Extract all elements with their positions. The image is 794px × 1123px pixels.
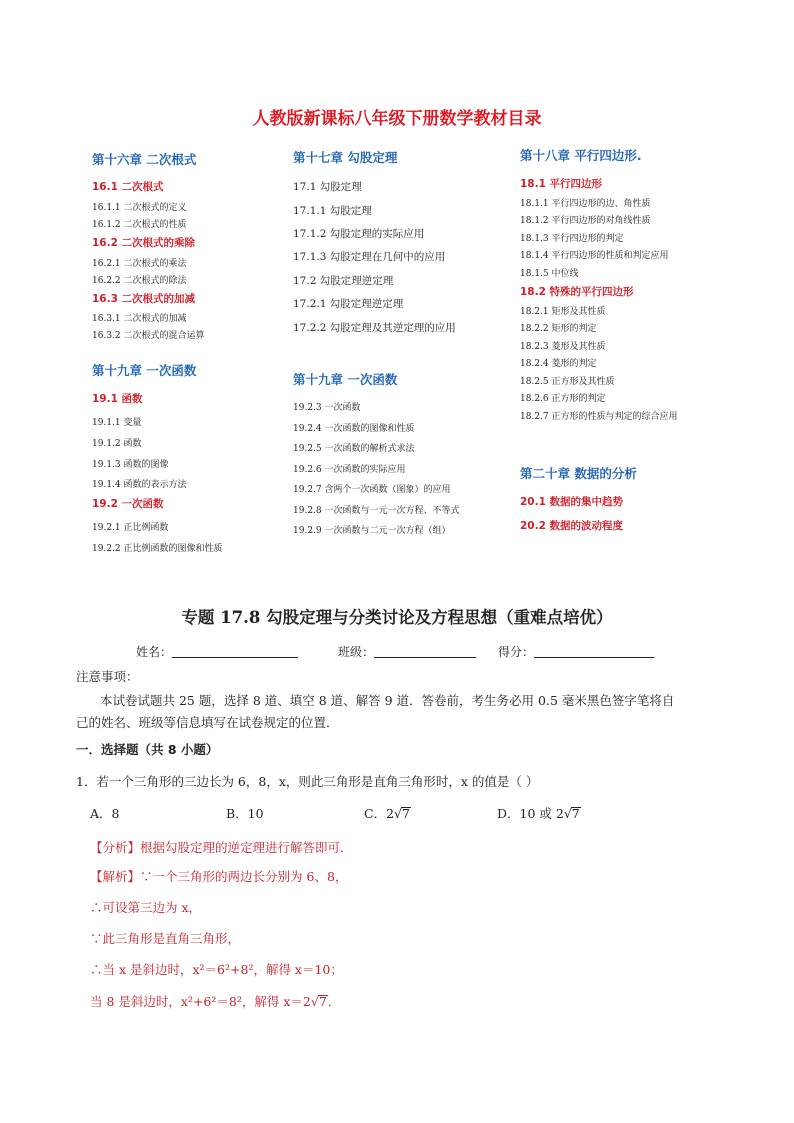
item-18-1-4: 18.1.4 平行四边形的性质和判定应用: [520, 251, 669, 261]
item-18-2-3: 18.2.3 菱形及其性质: [520, 342, 606, 352]
solution-line-4: ∴当 x 是斜边时，x²＝6²+8²，解得 x＝10；: [90, 962, 343, 977]
section-16-2: 16.2 二次根式的乘除: [92, 237, 196, 249]
item-17-2-1: 17.2.1 勾股定理逆定理: [293, 298, 404, 310]
notice-line-1: 本试卷试题共 25 题，选择 8 道、填空 8 道、解答 9 道．答卷前，考生务必用 0.5 毫米黑色签字笔将自: [100, 693, 675, 708]
score-label: 得分：: [498, 645, 535, 659]
item-18-1-3: 18.1.3 平行四边形的判定: [520, 234, 624, 244]
item-19-2-5: 19.2.5 一次函数的解析式求法: [293, 444, 415, 454]
item-19-2-9: 19.2.9 一次函数与二元一次方程（组）: [293, 526, 451, 536]
chapter-20-heading: 第二十章 数据的分析: [520, 466, 637, 481]
section-19-1: 19.1 函数: [92, 393, 143, 405]
item-16-2-2: 16.2.2 二次根式的除法: [92, 276, 187, 286]
name-blank[interactable]: [172, 645, 298, 658]
item-19-1-3: 19.1.3 函数的图像: [92, 460, 169, 470]
notice-line-2: 己的姓名、班级等信息填写在试卷规定的位置．: [76, 715, 339, 730]
item-18-2-7: 18.2.7 正方形的性质与判定的综合应用: [520, 412, 678, 422]
item-16-1-1: 16.1.1 二次根式的定义: [92, 203, 187, 213]
notice-heading: 注意事项：: [76, 669, 139, 684]
name-field[interactable]: [136, 643, 298, 660]
item-19-2-4: 19.2.4 一次函数的图像和性质: [293, 424, 415, 434]
item-17-1-3: 17.1.3 勾股定理在几何中的应用: [293, 251, 446, 263]
chapter-19-heading: 第十九章 一次函数: [92, 363, 197, 378]
item-19-1-4: 19.1.4 函数的表示方法: [92, 480, 187, 490]
section-16-1: 16.1 二次根式: [92, 181, 164, 193]
option-c-prefix: C．2: [364, 806, 395, 821]
item-18-2-2: 18.2.2 矩形的判定: [520, 324, 597, 334]
item-18-1-5: 18.1.5 中位线: [520, 269, 579, 279]
item-16-1-2: 16.1.2 二次根式的性质: [92, 220, 187, 230]
item-16-3-1: 16.3.1 二次根式的加减: [92, 314, 187, 324]
section-16-3: 16.3 二次根式的加减: [92, 293, 196, 305]
class-label: 班级：: [338, 645, 375, 659]
item-17-2-2: 17.2.2 勾股定理及其逆定理的应用: [293, 322, 456, 334]
exam-title: 专题 17.8 勾股定理与分类讨论及方程思想（重难点培优）: [181, 608, 613, 627]
item-18-1-1: 18.1.1 平行四边形的边、角性质: [520, 199, 651, 209]
item-18-2-1: 18.2.1 矩形及其性质: [520, 307, 606, 317]
item-19-2-6: 19.2.6 一次函数的实际应用: [293, 465, 406, 475]
toc-title: 人教版新课标八年级下册数学教材目录: [252, 109, 542, 129]
solution-radicand: 7: [318, 994, 327, 1009]
analysis-tag: 【分析】: [90, 840, 141, 855]
item-18-1-2: 18.1.2 平行四边形的对角线性质: [520, 216, 651, 226]
solution-text-5: 当 8 是斜边时，x²+6²＝8²，解得 x＝2: [90, 994, 311, 1009]
name-label: 姓名：: [136, 645, 173, 659]
section-20-2: 20.2 数据的波动程度: [520, 520, 624, 532]
item-19-1-1: 19.1.1 变量: [92, 418, 142, 428]
item-16-3-2: 16.3.2 二次根式的混合运算: [92, 331, 205, 341]
item-19-2-2: 19.2.2 正比例函数的图像和性质: [92, 544, 223, 554]
section-18-2: 18.2 特殊的平行四边形: [520, 286, 634, 298]
item-16-2-1: 16.2.1 二次根式的乘法: [92, 259, 187, 269]
item-17-1-2: 17.1.2 勾股定理的实际应用: [293, 228, 425, 240]
chapter-19-heading-2: 第十九章 一次函数: [293, 372, 398, 387]
chapter-17-heading: 第十七章 勾股定理: [293, 150, 398, 165]
item-19-2-3: 19.2.3 一次函数: [293, 403, 361, 413]
class-field[interactable]: [338, 643, 476, 660]
option-b: B．10: [226, 806, 264, 821]
item-19-1-2: 19.1.2 函数: [92, 439, 142, 449]
solution-line-5: [90, 992, 340, 1010]
section-20-1: 20.1 数据的集中趋势: [520, 496, 624, 508]
section-choice-heading: 一．选择题（共 8 小题）: [76, 742, 219, 757]
solution-text-1: ∵一个三角形的两边长分别为 6、8，: [140, 869, 348, 884]
option-c: [364, 804, 411, 822]
item-17-1-1: 17.1.1 勾股定理: [293, 205, 372, 217]
solution-line-1: [90, 867, 347, 885]
option-d-prefix: D．10 或 2: [497, 806, 564, 821]
analysis-text: 根据勾股定理的逆定理进行解答即可．: [140, 840, 353, 855]
item-19-2-7: 19.2.7 含两个一次函数（图象）的应用: [293, 485, 451, 495]
solution-tag: 【解析】: [90, 869, 141, 884]
sqrt-sign: √: [310, 994, 319, 1009]
option-d-radicand: 7: [571, 806, 580, 821]
option-d: [497, 804, 581, 822]
item-18-2-4: 18.2.4 菱形的判定: [520, 359, 597, 369]
sqrt-sign: √: [563, 806, 572, 821]
item-19-2-8: 19.2.8 一次函数与一元一次方程、不等式: [293, 506, 460, 516]
chapter-18-heading: 第十八章 平行四边形.: [520, 148, 642, 163]
section-18-1: 18.1 平行四边形: [520, 178, 603, 190]
class-blank[interactable]: [374, 645, 476, 658]
solution-line-3: ∵此三角形是直角三角形，: [90, 931, 241, 946]
score-field[interactable]: [498, 643, 654, 660]
analysis-line: [90, 838, 353, 856]
section-17-1: 17.1 勾股定理: [293, 181, 362, 193]
chapter-16-heading: 第十六章 二次根式: [92, 152, 197, 167]
item-19-2-1: 19.2.1 正比例函数: [92, 523, 169, 533]
solution-line-2: ∴可设第三边为 x，: [90, 900, 202, 915]
question-1: 1．若一个三角形的三边长为 6，8，x，则此三角形是直角三角形时，x 的值是（ ）: [76, 774, 539, 789]
section-19-2: 19.2 一次函数: [92, 498, 164, 510]
option-c-radicand: 7: [402, 806, 410, 821]
solution-text-5-end: ．: [327, 994, 341, 1009]
item-18-2-5: 18.2.5 正方形及其性质: [520, 377, 615, 387]
option-a: A．8: [90, 806, 120, 821]
score-blank[interactable]: [534, 645, 654, 658]
item-18-2-6: 18.2.6 正方形的判定: [520, 394, 606, 404]
sqrt-sign: √: [394, 806, 402, 821]
section-17-2: 17.2 勾股定理逆定理: [293, 275, 394, 287]
